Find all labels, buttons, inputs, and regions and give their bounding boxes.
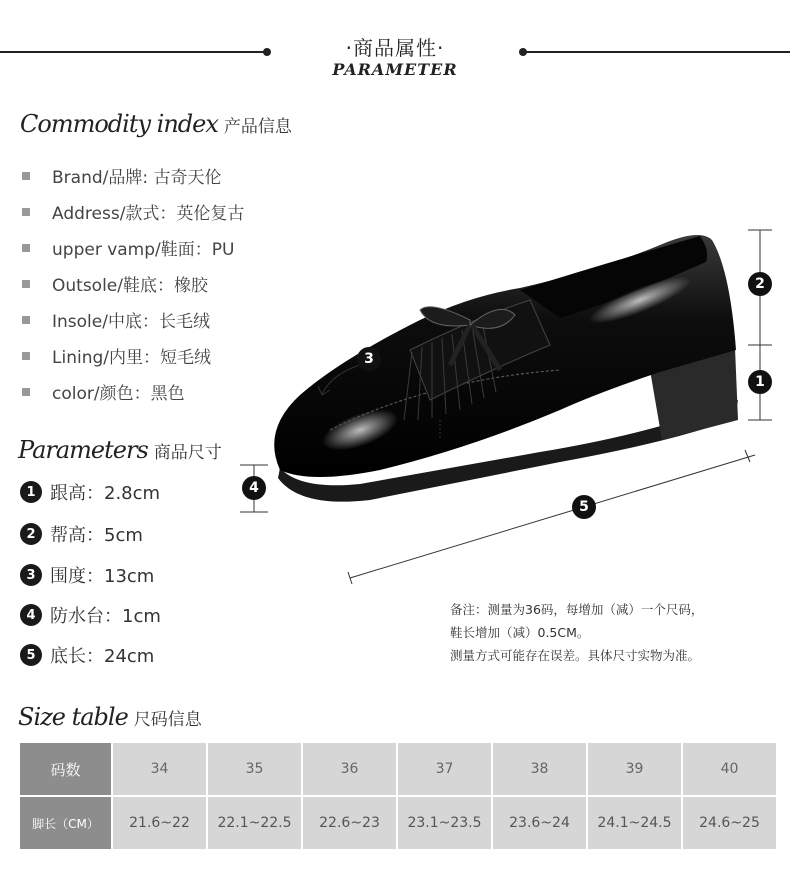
note-line-3: 测量方式可能存在误差。具体尺寸实物为准。 <box>450 648 701 663</box>
size-cell: 36 <box>303 743 396 795</box>
note-line-1: 备注：测量为36码，每增加（减）一个尺码， <box>450 602 704 617</box>
shoe-illustration <box>230 220 790 600</box>
attr-text: Insole/中底：长毛绒 <box>52 312 210 332</box>
size-cell: 34 <box>113 743 206 795</box>
bullet-square-icon <box>22 316 30 324</box>
param-text: 围度：13cm <box>50 566 155 587</box>
number-3-icon: 3 <box>20 564 42 586</box>
attr-text: Address/款式：英伦复古 <box>52 204 245 224</box>
size-table-title-script: Size table <box>18 703 128 731</box>
diagram-marker-4: 4 <box>242 476 266 500</box>
length-cell: 24.1~24.5 <box>588 797 681 849</box>
attr-text: Outsole/鞋底：橡胶 <box>52 276 208 296</box>
param-text: 防水台：1cm <box>50 606 161 627</box>
attr-text: upper vamp/鞋面：PU <box>52 240 235 260</box>
header-title-cn: ·商品属性· <box>345 36 445 60</box>
attr-brand <box>22 163 222 188</box>
param-text: 帮高：5cm <box>50 525 143 546</box>
number-1-icon: 1 <box>20 481 42 503</box>
parameters-title <box>18 436 222 464</box>
size-cell: 38 <box>493 743 586 795</box>
size-cell: 39 <box>588 743 681 795</box>
bullet-square-icon <box>22 352 30 360</box>
length-cell: 23.6~24 <box>493 797 586 849</box>
size-cell: 35 <box>208 743 301 795</box>
diagram-marker-2: 2 <box>748 272 772 296</box>
diagram-marker-1: 1 <box>748 370 772 394</box>
commodity-title-cn: 产品信息 <box>223 117 292 137</box>
attr-upper <box>22 235 234 260</box>
attr-text: Lining/内里：短毛绒 <box>52 348 211 368</box>
attr-insole <box>22 307 210 332</box>
bullet-square-icon <box>22 208 30 216</box>
param-heel-height <box>20 479 160 505</box>
number-5-icon: 5 <box>20 644 42 666</box>
size-row-header: 码数 <box>20 743 111 795</box>
size-table <box>18 741 778 851</box>
length-row <box>20 797 776 849</box>
length-cell: 21.6~22 <box>113 797 206 849</box>
commodity-title-script: Commodity index <box>20 110 218 138</box>
diagram-marker-5: 5 <box>572 495 596 519</box>
param-girth <box>20 562 154 588</box>
length-cell: 22.6~23 <box>303 797 396 849</box>
number-4-icon: 4 <box>20 604 42 626</box>
size-table-title-cn: 尺码信息 <box>133 710 202 730</box>
attr-text: color/颜色：黑色 <box>52 384 185 404</box>
size-table-title <box>18 703 202 731</box>
size-row <box>20 743 776 795</box>
param-sole-length <box>20 642 154 668</box>
header-title-en: PARAMETER <box>332 60 458 79</box>
commodity-title <box>20 110 292 138</box>
bullet-square-icon <box>22 244 30 252</box>
note-line-2: 鞋长增加（减）0.5CM。 <box>450 625 590 640</box>
param-upper-height <box>20 521 143 547</box>
attr-text: Brand/品牌: 古奇天伦 <box>52 168 222 188</box>
size-cell: 40 <box>683 743 776 795</box>
parameters-title-script: Parameters <box>18 436 148 464</box>
length-cell: 23.1~23.5 <box>398 797 491 849</box>
bullet-square-icon <box>22 388 30 396</box>
attr-color <box>22 379 185 404</box>
param-text: 底长：24cm <box>50 646 155 667</box>
param-text: 跟高：2.8cm <box>50 483 161 504</box>
length-cell: 22.1~22.5 <box>208 797 301 849</box>
bullet-square-icon <box>22 280 30 288</box>
bullet-square-icon <box>22 172 30 180</box>
number-2-icon: 2 <box>20 523 42 545</box>
length-cell: 24.6~25 <box>683 797 776 849</box>
param-platform <box>20 602 161 628</box>
attr-lining <box>22 343 211 368</box>
attr-outsole <box>22 271 208 296</box>
size-cell: 37 <box>398 743 491 795</box>
attr-style <box>22 199 244 224</box>
parameters-title-cn: 商品尺寸 <box>153 443 222 463</box>
diagram-marker-3: 3 <box>357 347 381 371</box>
length-row-header: 脚长（CM） <box>20 797 111 849</box>
